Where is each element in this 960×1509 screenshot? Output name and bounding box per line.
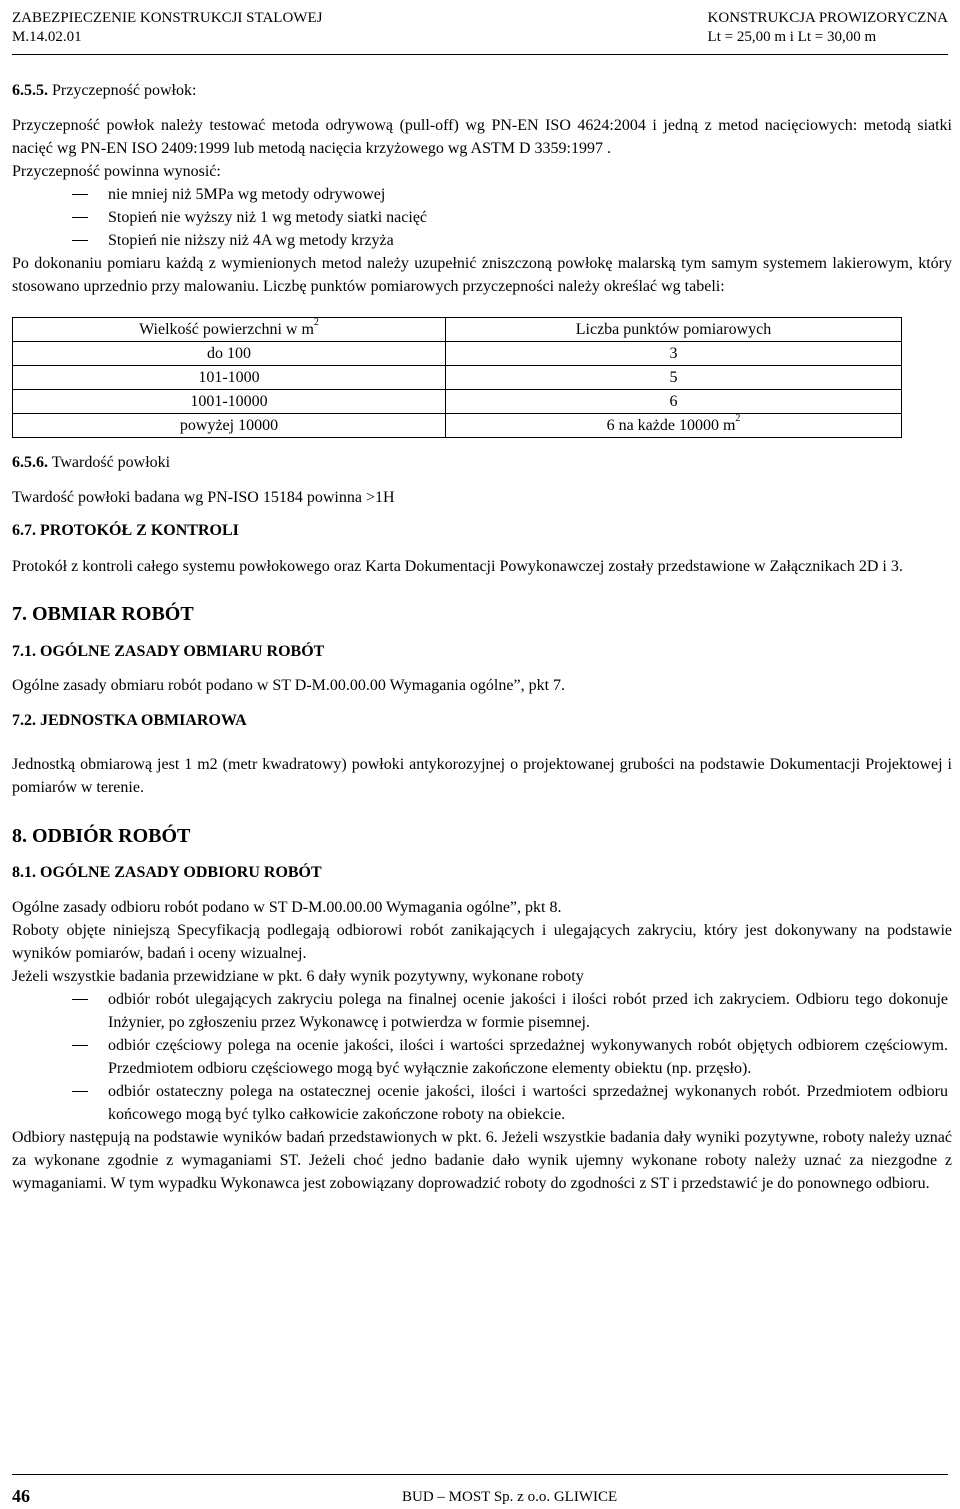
table-cell: 1001-10000 [13,390,446,414]
table-row [13,390,902,414]
paragraph: Ogólne zasady odbioru robót podano w ST D-M.00.00.00 Wymagania ogólne”, pkt 8. [12,899,562,916]
table-header-row [13,318,902,342]
section-7-1-heading: 7.1. OGÓLNE ZASADY OBMIARU ROBÓT [12,643,325,660]
header-right-span: Lt = 25,00 m i Lt = 30,00 m [707,29,877,45]
table-cell: 6 [446,390,902,414]
section-6-7-heading: 6.7. PROTOKÓŁ Z KONTROLI [12,522,239,539]
table-header-cell: Wielkość powierzchni w $m^2$ [13,318,446,342]
adhesion-requirements-list [12,183,952,252]
paragraph: Twardość powłoki badana wg PN-ISO 15184 powinna >1H [12,489,395,506]
header-right-title: KONSTRUKCJA PROWIZORYCZNA [707,10,948,26]
paragraph: Protokół z kontroli całego systemu powłokowego oraz Karta Dokumentacji Powykonawczej zostały przedstawione w Załącznikach 2D i 3. [12,558,903,575]
paragraph: Przyczepność powłok należy testować metoda odrywową (pull-off) wg PN-EN ISO 4624:2004 i jedną z metod nacięciowych: metodą siatki nacięć wg PN-EN ISO 2409:1999 lub metodą nacięcia krzyżowego wg ASTM D 3359:1997 . [12,117,952,157]
header-left-title: ZABEZPIECZENIE KONSTRUKCJI STALOWEJ [12,10,323,26]
acceptance-types-list [12,988,952,1126]
paragraph: Przyczepność powinna wynosić: [12,163,221,180]
section-7-2-heading: 7.2. JEDNOSTKA OBMIAROWA [12,712,247,729]
list-item: odbiór częściowy polega na ocenie jakości, ilości i wartości sprzedażnej wykonywanych robót objętych odbiorem częściowym. Przedmiotem odbioru częściowego mogą być wyłącznie zakończone elementy obiektu (np. przęsło). [12,1034,952,1080]
paragraph: Po dokonaniu pomiaru każdą z wymienionych metod należy uzupełnić zniszczoną powłokę malarską tym samym systemem lakierowym, który stosowano uprzednio przy malowaniu. Liczbę punktów pomiarowych przyczepności należy określać wg tabeli: [12,255,952,295]
table-row [13,366,902,390]
section-8-heading: 8. ODBIÓR ROBÓT [12,825,191,847]
paragraph: Jednostką obmiarową jest 1 m2 (metr kwadratowy) powłoki antykorozyjnej o projektowanej grubości na podstawie Dokumentacji Projektowej i pomiarów w terenie. [12,756,952,796]
section-number: 6.5.5. [12,82,48,99]
document-body [12,79,952,1195]
table-header-cell: Liczba punktów pomiarowych [446,318,902,342]
measurement-points-table [12,317,902,438]
footer-divider [12,1474,948,1475]
section-8-1-heading: 8.1. OGÓLNE ZASADY ODBIORU ROBÓT [12,864,322,881]
company-name: BUD – MOST Sp. z o.o. GLIWICE [402,1489,618,1505]
paragraph: Roboty objęte niniejszą Specyfikacją podlegają odbiorowi robót zanikających i ulegających zakryciu, który jest dokonywany na podstawie wyników pomiarów, badań i oceny wizualnej. [12,922,952,962]
table-cell: powyżej 10000 [13,414,446,438]
list-item: odbiór ostateczny polega na ostatecznej ocenie jakości, ilości i wartości sprzedażnej wykonanych robót. Przedmiotem odbioru końcowego mogą być tylko całkowicie zakończone roboty na obiekcie. [12,1080,952,1126]
header-divider [12,54,948,55]
page-number: 46 [12,1486,30,1506]
header-left [12,9,322,47]
table-row [13,414,902,438]
section-6-5-6-heading: 6.5.6. Twardość powłoki [12,454,171,471]
table-cell: do 100 [13,342,446,366]
paragraph: Ogólne zasady obmiaru robót podano w ST D-M.00.00.00 Wymagania ogólne”, pkt 7. [12,677,566,694]
table-cell: 101-1000 [13,366,446,390]
list-item: Stopień nie niższy niż 4A wg metody krzyża [12,229,952,252]
paragraph: Jeżeli wszystkie badania przewidziane w pkt. 6 dały wynik pozytywny, wykonane roboty [12,968,584,985]
section-title: Przyczepność powłok: [48,82,197,99]
table-cell: 3 [446,342,902,366]
table-row [13,342,902,366]
list-item: odbiór robót ulegających zakryciu polega na finalnej ocenie jakości i ilości robót przed ich zakryciem. Odbioru tego dokonuje Inżynier, po zgłoszeniu przez Wykonawcę i potwierdza w formie pisemnej. [12,988,952,1034]
list-item: nie mniej niż 5MPa wg metody odrywowej [12,183,952,206]
header-right [708,9,948,47]
section-7-heading: 7. OBMIAR ROBÓT [12,603,194,625]
list-item: Stopień nie wyższy niż 1 wg metody siatki nacięć [12,206,952,229]
paragraph: Odbiory następują na podstawie wyników badań przedstawionych w pkt. 6. Jeżeli wszystkie badania dały wyniki pozytywne, roboty należy uznać za wykonane zgodnie z wymaganiami ST. Jeżeli choć jedno badanie dało wynik ujemny wykonane roboty należy uznać za niezgodne z wymaganiami. W tym wypadku Wykonawca jest zobowiązany doprowadzić roboty do zgodności z ST i przedstawić je do ponownego odbioru. [12,1129,952,1192]
section-6-5-5-heading [12,79,952,102]
header-left-code: M.14.02.01 [12,29,82,45]
table-cell: 5 [446,366,902,390]
table-cell: 6 na każde 10000 $m^2$ [446,414,902,438]
